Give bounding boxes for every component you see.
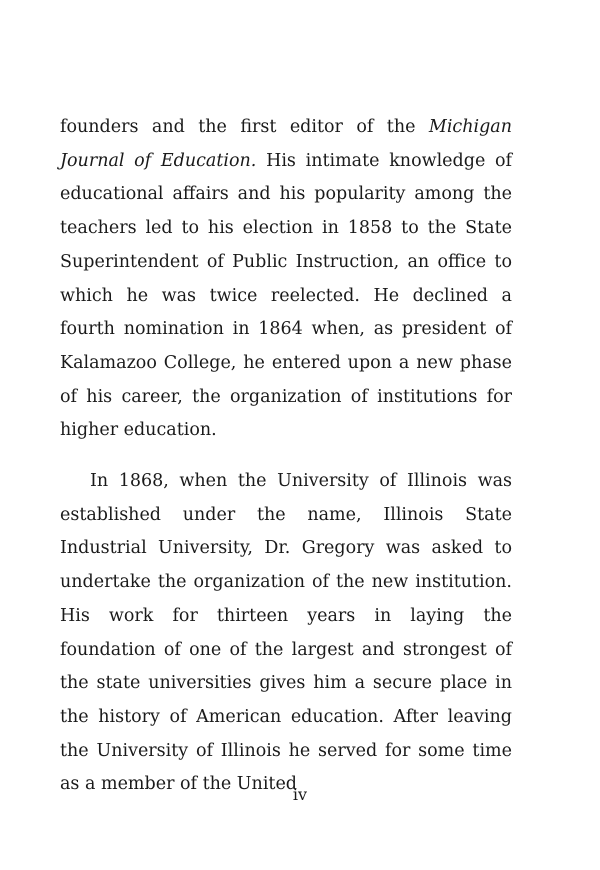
paragraph-1-lead: founders and the first editor of the xyxy=(60,117,429,137)
paragraph-1-rest: His intimate knowledge of educational affairs and his popularity among the teachers led to his election in 1858 to the State Superintendent of Public Instruction, an office to which he was twice reelected. He declined a fourth nomination in 1864 when, as president of Kalamazoo College, he entered upon a new phase of his career, the organization of institutions for higher education. xyxy=(60,150,513,441)
body-paragraph-2: In 1868, when the University of Illinois was established under the name, Illinois State Industrial University, Dr. Gregory was asked to undertake the organization of the new institution. His work for thirteen years in laying the foundation of one of the largest and strongest of the state universities gives him a secure place in the history of American education. After leaving the University of Illinois he served for some time as a member of the United xyxy=(60,471,512,795)
journal-title: Michigan Journal of Education. xyxy=(60,117,512,171)
body-paragraph-1 xyxy=(60,111,512,448)
page-number: iv xyxy=(292,785,308,804)
page-body xyxy=(60,111,512,802)
